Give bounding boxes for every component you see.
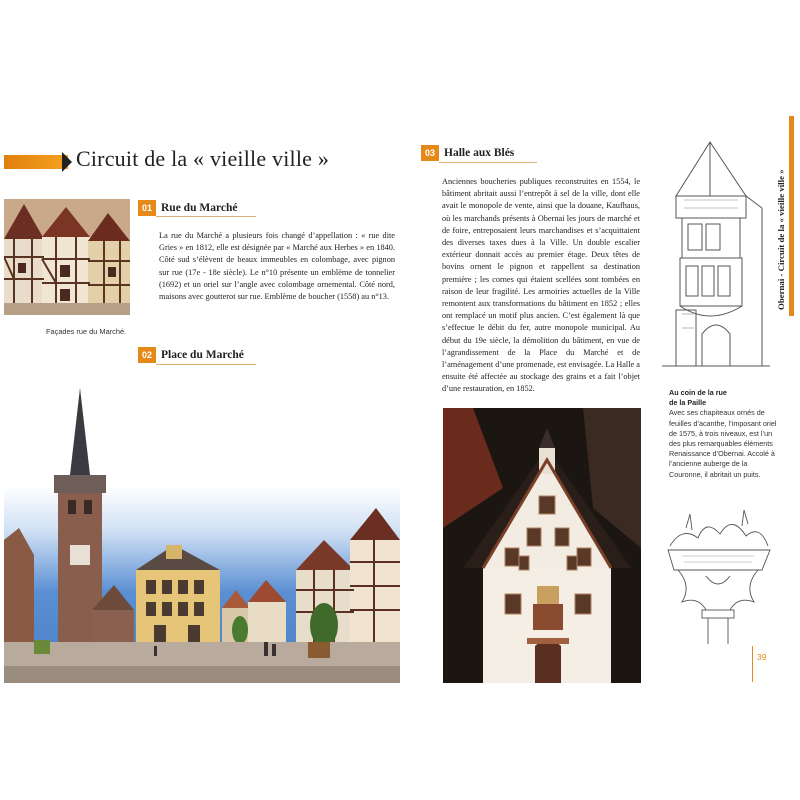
section-underline xyxy=(156,216,256,217)
section-header-place-du-marche xyxy=(138,345,244,365)
page-title: Circuit de la « vieille ville » xyxy=(76,146,330,171)
title-accent-bar xyxy=(4,155,68,169)
side-tab-label: Obernai - Circuit de la « vieille ville » xyxy=(776,169,786,310)
section-header-halle-aux-bles xyxy=(421,143,514,163)
right-page xyxy=(400,0,800,800)
facades-caption: Façades rue du Marché. xyxy=(46,327,127,336)
section-number-badge: 01 xyxy=(138,200,156,216)
section-number-badge: 02 xyxy=(138,347,156,363)
oriel-sketch xyxy=(662,138,770,368)
halle-aux-bles-photo xyxy=(443,408,641,683)
section-underline xyxy=(439,162,537,163)
note-text: Avec ses chapiteaux ornés de feuilles d’acanthe, l’imposant oriel de 1575, à trois niveaux, est l’un des plus remarquables éléments Renaissance d’Obernai. Accolé à l’ancienne auberge de la Couronne, il abritait un puits. xyxy=(669,408,777,479)
section-title: Rue du Marché xyxy=(161,202,238,214)
section-underline xyxy=(156,364,256,365)
note-title-line1: Au coin de la rue xyxy=(669,388,727,397)
section-header-rue-du-marche xyxy=(138,198,237,218)
section-text-halle-aux-bles: Anciennes boucheries publiques reconstruites en 1554, le bâtiment abritait aussi l’entrepôt à sel de la ville, dont elle avait le monopole de vente, ainsi que la douane, Kaufhaus, où les marchands présents à Obernai les jours de marché et de foire, entreposaient leurs marchandises et s’acquittaient des diverses taxes dues à la Ville. Un double escalier extérieur donnait accès au premier étage. Deux têtes de bovins ornent le pignon et rappellent sa destination première ; les cornes qui étaient scellées sont tombées en raison de leur fragilité. Les armoiries actuelles de la Ville remontent aux transformations du bâtiment en 1852 ; elles ont remplacé un motif plus ancien. C’est également là que s’effectue le débit du fer, autre monopole municipal. Au début du 19e siècle, la démolition du bâtiment, en vue de l’agrandissement de la Place du Marché et de l’aménagement d’une promenade, est envisagée. La Halle a ensuite été affectée au stockage des grains et a fait l’objet d’une restauration, en 1852. xyxy=(442,177,640,394)
section-text-rue-du-marche: La rue du Marché a plusieurs fois changé d’appellation : « rue dite Gries » en 1812, elle est désignée par « Marché aux Herbes » en 1840. Côté sud s’élèvent de beaux immeubles en colombage, avec pignon sur rue (17e - 18e siècle). Le n°10 présente un emblème de tonnelier (1692) et un oriel sur l’angle avec colombage ornemental. Côté nord, maisons avec goutterot sur rue. Emblème de boucher (1558) au n°13. xyxy=(159,231,395,302)
place-du-marche-photo xyxy=(4,380,400,683)
note-title-line2: de la Paille xyxy=(669,398,707,408)
facades-photo xyxy=(4,199,130,315)
page-number: 39 xyxy=(757,652,767,662)
title-arrow xyxy=(62,152,72,172)
page-number-rule xyxy=(752,646,753,682)
capital-sketch xyxy=(662,506,774,646)
section-number-badge: 03 xyxy=(421,145,439,161)
section-title: Place du Marché xyxy=(161,349,244,361)
section-title: Halle aux Blés xyxy=(444,147,515,159)
oriel-note xyxy=(669,388,779,480)
